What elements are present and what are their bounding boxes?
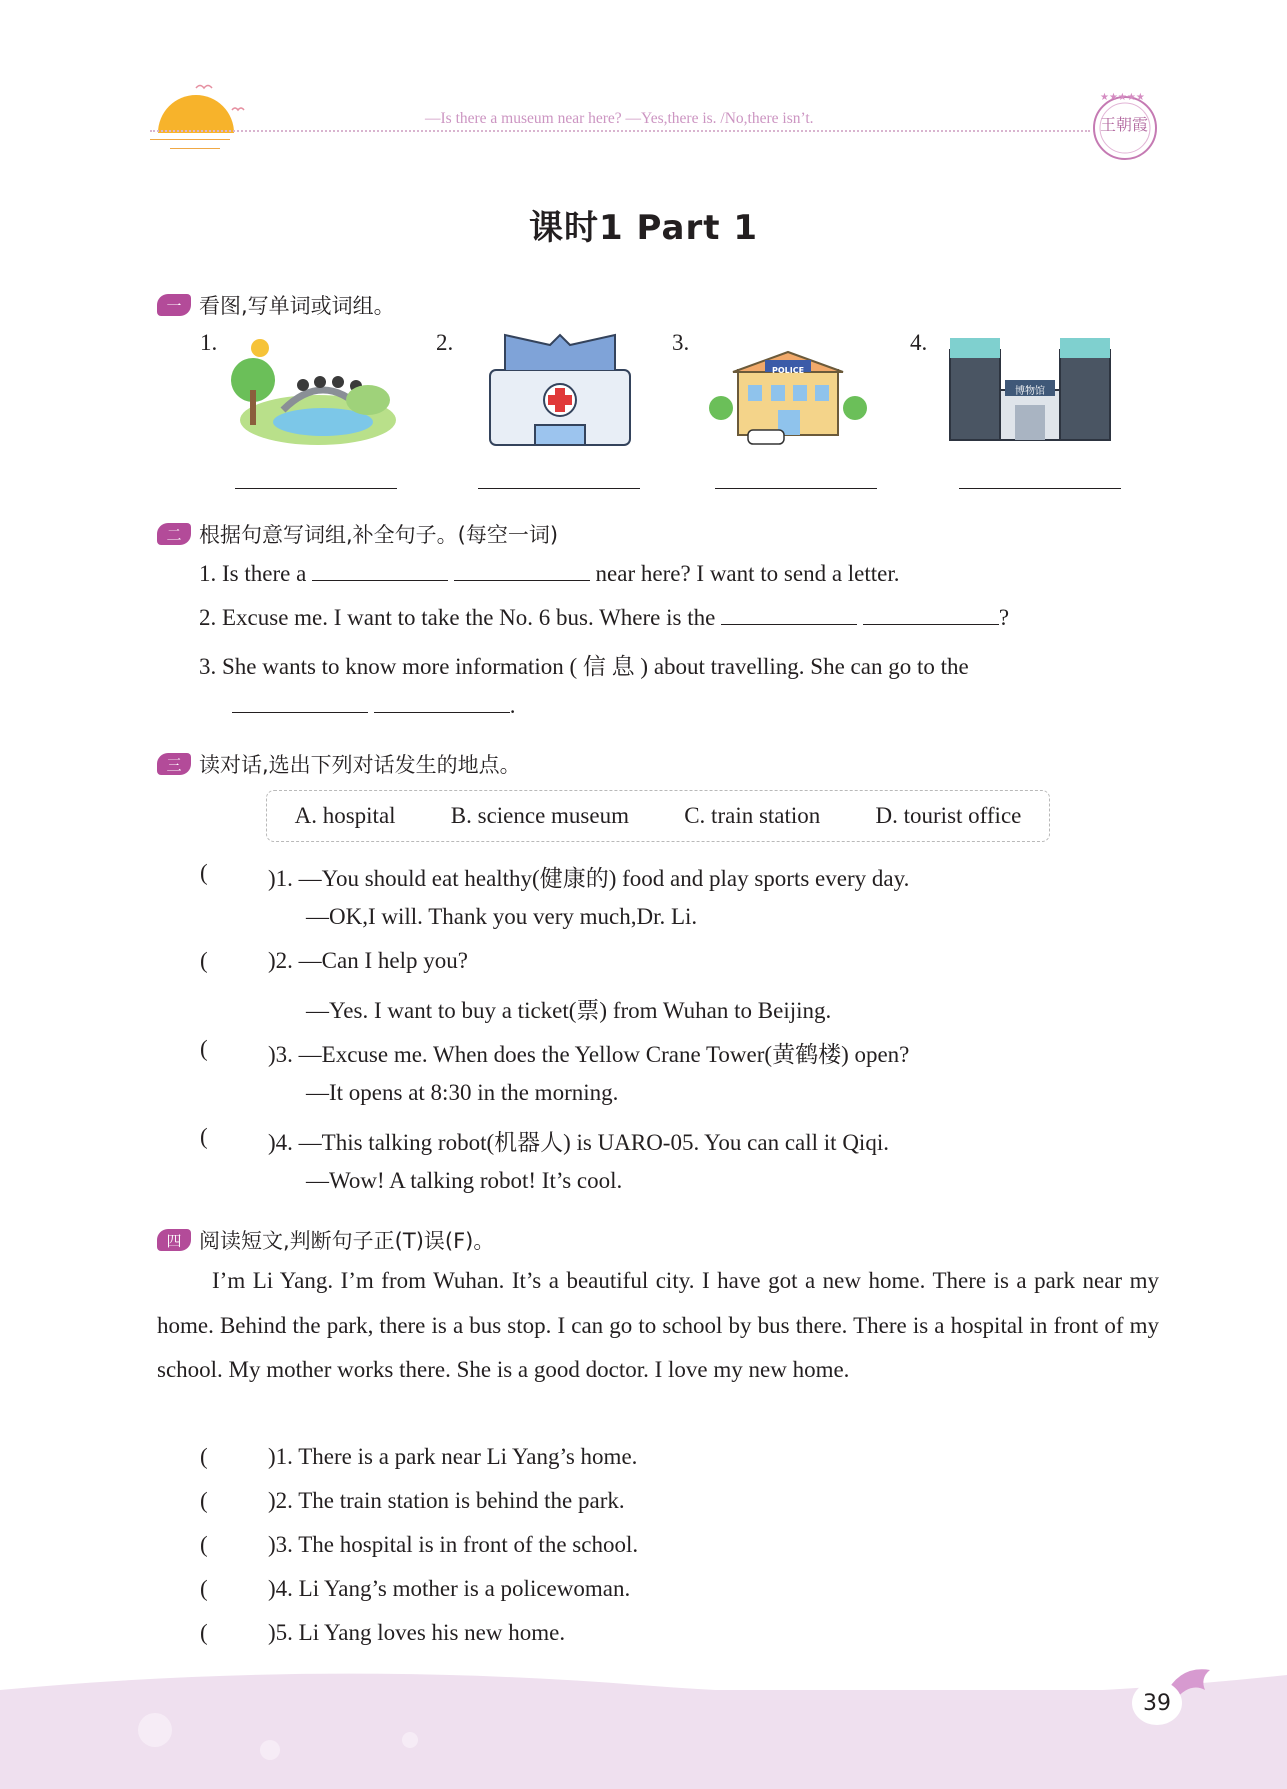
decor-line <box>150 139 230 140</box>
section3-heading <box>157 749 521 779</box>
answer-line <box>715 488 877 489</box>
dialogue-line: )4. —This talking robot(机器人) is UARO-05. You can call it Qiqi. <box>268 1130 889 1155</box>
question-line <box>199 560 900 587</box>
section3-badge: 三 <box>157 753 191 775</box>
answer-paren[interactable]: ( <box>200 948 208 973</box>
section4-instruction: 阅读短文,判断句子正(T)误(F)。 <box>199 1229 495 1253</box>
dialogue-line: —It opens at 8:30 in the morning. <box>306 1080 619 1105</box>
statement-line: )3. The hospital is in front of the school. <box>268 1532 639 1557</box>
options-box <box>266 790 1050 842</box>
hospital-image <box>475 330 645 450</box>
question-text: 2. Excuse me. I want to take the No. 6 bus. Where is the <box>199 605 716 630</box>
fill-blank[interactable] <box>863 604 999 625</box>
picture-number: 3. <box>672 330 690 355</box>
question-text: . <box>509 693 516 718</box>
page-number: 39 <box>1132 1681 1182 1725</box>
question-line <box>199 604 1009 631</box>
police-station-image <box>703 330 873 450</box>
answer-line <box>235 488 397 489</box>
fill-blank[interactable] <box>232 692 368 713</box>
reading-passage: I’m Li Yang. I’m from Wuhan. It’s a beautiful city. I have got a new home. There is a park near my home. Behind the park, there is a bus stop. I can go to school by bus there. There is a hospital in front of my school. My mother works there. She is a good doctor. I love my new home. <box>157 1268 1159 1382</box>
answer-paren[interactable]: ( <box>200 1576 208 1601</box>
answer-paren[interactable]: ( <box>200 1620 208 1645</box>
svg-text:★★★★★: ★★★★★ <box>1100 92 1145 103</box>
fill-blank[interactable] <box>454 560 590 581</box>
museum-sign: 博物馆 <box>1015 386 1045 397</box>
option-b: B. science museum <box>450 803 629 828</box>
dialogue-line: )3. —Excuse me. When does the Yellow Crane Tower(黄鹤楼) open? <box>268 1042 910 1067</box>
answer-paren[interactable]: ( <box>200 1444 208 1469</box>
question-text: ? <box>998 605 1010 630</box>
question-text: 1. Is there a <box>199 561 307 586</box>
dialogue-line: —OK,I will. Thank you very much,Dr. Li. <box>306 904 698 929</box>
birds-icon <box>192 80 252 120</box>
question-line <box>199 648 1159 681</box>
dialogue-line: )2. —Can I help you? <box>268 948 468 973</box>
question-line <box>232 692 516 719</box>
park-image <box>228 330 398 450</box>
dialogue-line: )1. —You should eat healthy(健康的) food and play sports every day. <box>268 866 910 891</box>
question-text: near here? I want to send a letter. <box>595 561 900 586</box>
header-dotted-line <box>150 130 1090 132</box>
dialogue-line: —Yes. I want to buy a ticket(票) from Wuhan to Beijing. <box>306 998 832 1023</box>
statement-line: )4. Li Yang’s mother is a policewoman. <box>268 1576 631 1601</box>
answer-line <box>959 488 1121 489</box>
option-d: D. tourist office <box>875 803 1022 828</box>
statement-line: )2. The train station is behind the park. <box>268 1488 625 1513</box>
statement-line: )5. Li Yang loves his new home. <box>268 1620 566 1645</box>
page-title: 课时1 Part 1 <box>529 208 758 248</box>
police-sign: POLICE <box>772 366 805 375</box>
answer-paren[interactable]: ( <box>200 860 208 885</box>
fill-blank[interactable] <box>374 692 510 713</box>
section3-instruction: 读对话,选出下列对话发生的地点。 <box>199 753 521 777</box>
section1-heading <box>157 290 395 320</box>
picture-number: 4. <box>910 330 928 355</box>
picture-number: 2. <box>436 330 454 355</box>
brand-logo-text: 王朝霞 <box>1100 115 1149 134</box>
section1-instruction: 看图,写单词或词组。 <box>199 294 395 318</box>
picture-number: 1. <box>200 330 218 355</box>
section1-badge: 一 <box>157 294 191 316</box>
fill-blank[interactable] <box>721 604 857 625</box>
question-text: 3. She wants to know more information ( 信 息 ) about travelling. She can go to the <box>199 654 969 679</box>
option-a: A. hospital <box>294 803 396 828</box>
section2-instruction: 根据句意写词组,补全句子。(每空一词) <box>199 523 559 547</box>
header-tagline: —Is there a museum near here? —Yes,there is. /No,there isn’t. <box>425 110 814 127</box>
answer-paren[interactable]: ( <box>200 1124 208 1149</box>
section4-heading <box>157 1225 494 1255</box>
statement-line: )1. There is a park near Li Yang’s home. <box>268 1444 638 1469</box>
section2-heading <box>157 519 558 549</box>
answer-paren[interactable]: ( <box>200 1532 208 1557</box>
answer-line <box>478 488 640 489</box>
dialogue-line: —Wow! A talking robot! It’s cool. <box>306 1168 623 1193</box>
answer-paren[interactable]: ( <box>200 1488 208 1513</box>
bubbles-decoration <box>80 1700 480 1780</box>
decor-line <box>170 148 220 149</box>
section2-badge: 二 <box>157 523 191 545</box>
answer-paren[interactable]: ( <box>200 1036 208 1061</box>
option-c: C. train station <box>684 803 821 828</box>
fill-blank[interactable] <box>312 560 448 581</box>
section4-badge: 四 <box>157 1229 191 1251</box>
